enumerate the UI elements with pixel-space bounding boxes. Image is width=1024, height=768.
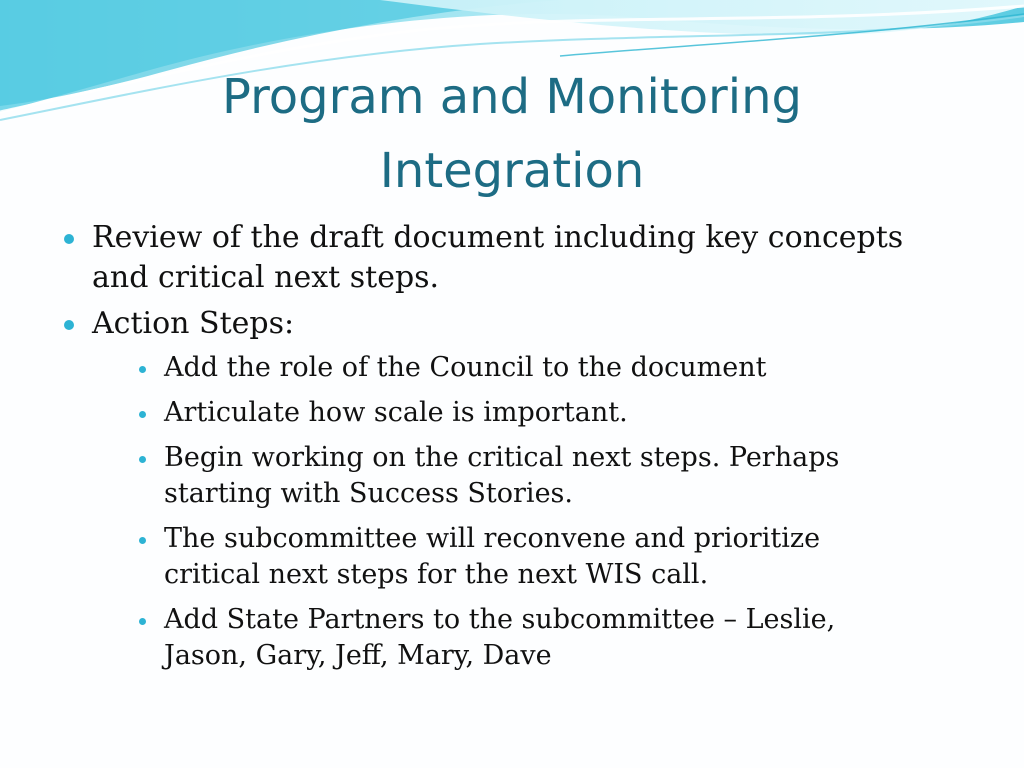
sub-bullet-dot-icon <box>139 618 146 625</box>
slide-body <box>0 218 1024 683</box>
bullet-review <box>0 218 962 298</box>
title-line-1: Program and Monitoring <box>221 69 803 125</box>
action-steps-list <box>0 350 1024 674</box>
sub-bullet <box>0 521 904 593</box>
sub-bullet <box>0 350 904 386</box>
bullet-text: Action Steps: <box>92 306 295 341</box>
slide-title <box>62 60 962 208</box>
sub-bullet-dot-icon <box>139 456 146 463</box>
bullet-dot-icon <box>64 234 74 244</box>
sub-bullet-text: Add State Partners to the subcommittee – Leslie, Jason, Gary, Jeff, Mary, Dave <box>164 604 836 671</box>
sub-bullet <box>0 440 904 512</box>
bullet-dot-icon <box>64 320 74 330</box>
sub-bullet-text: Articulate how scale is important. <box>164 397 628 428</box>
title-line-2: Integration <box>379 143 645 199</box>
sub-bullet-text: Begin working on the critical next steps. Perhaps starting with Success Stories. <box>164 442 840 509</box>
sub-bullet <box>0 395 904 431</box>
sub-bullet-dot-icon <box>139 411 146 418</box>
bullet-text: Review of the draft document including key concepts and critical next steps. <box>92 220 904 295</box>
sub-bullet <box>0 602 904 674</box>
sub-bullet-dot-icon <box>139 366 146 373</box>
sub-bullet-dot-icon <box>139 537 146 544</box>
sub-bullet-text: The subcommittee will reconvene and prioritize critical next steps for the next WIS call. <box>164 523 821 590</box>
bullet-action-steps <box>0 304 962 344</box>
sub-bullet-text: Add the role of the Council to the document <box>164 352 767 383</box>
